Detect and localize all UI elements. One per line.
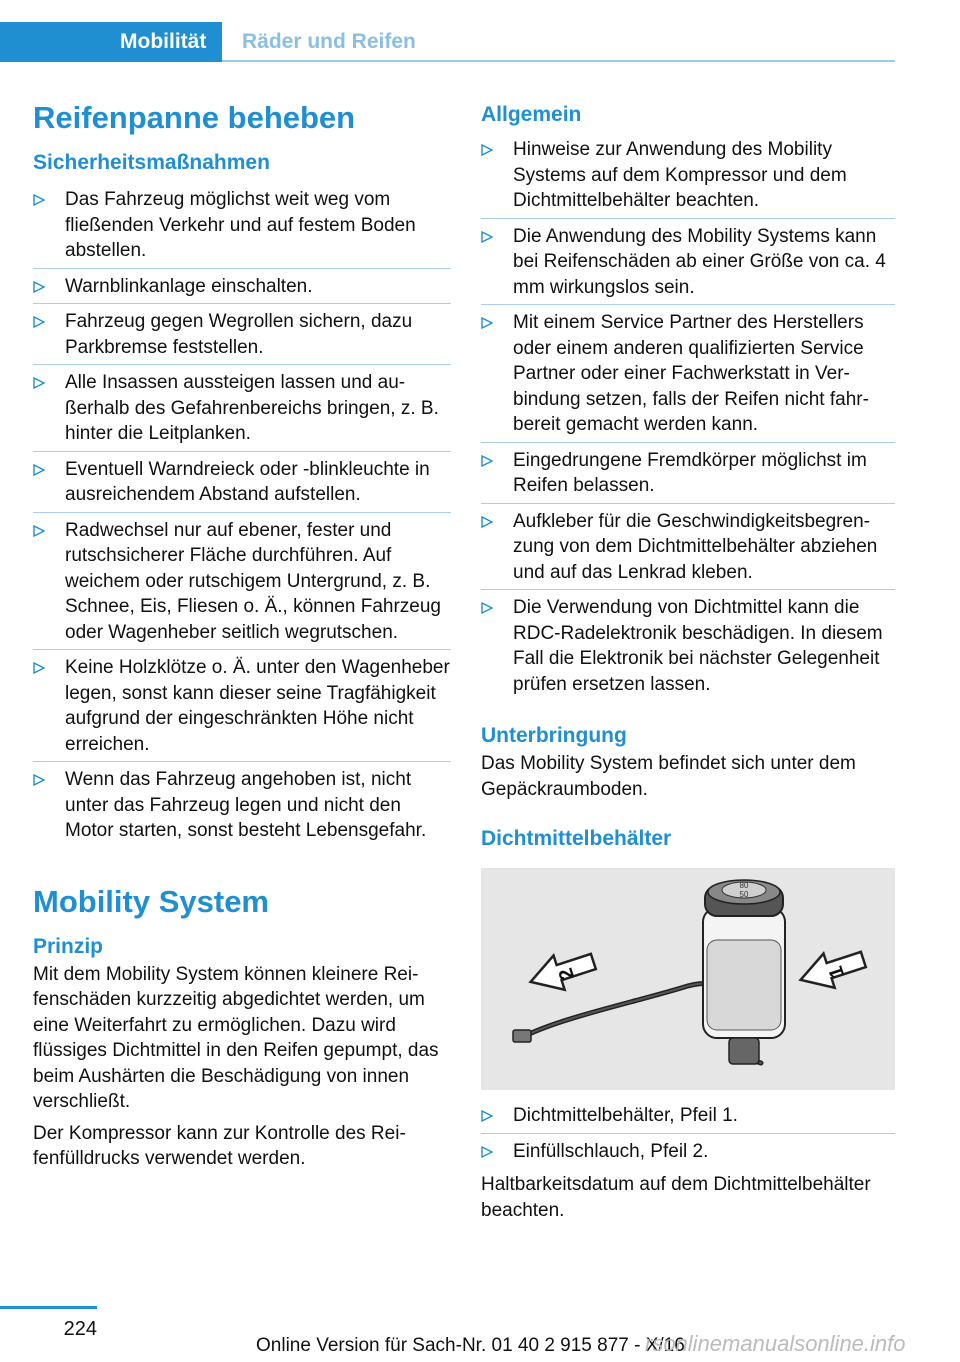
paragraph-haltbarkeit: Haltbarkeitsdatum auf dem Dichtmittelbehälter beachten.	[481, 1174, 871, 1221]
watermark: rsonlinemanualsonline.info	[645, 1331, 906, 1356]
heading-allgemein: Allgemein	[481, 103, 582, 126]
triangle-bullet-icon	[481, 597, 495, 619]
triangle-bullet-icon	[33, 189, 47, 211]
list-item: Einfüllschlauch, Pfeil 2.	[481, 1134, 895, 1171]
list-item: Alle Insassen aussteigen lassen und außerhalb des Gefahrenbereichs bringen, z. B. hinter die Leitplanken.	[33, 365, 451, 452]
online-version-note: Online Version für Sach-Nr. 01 40 2 915 877 - X/16	[256, 1335, 685, 1356]
list-item: Keine Holzklötze o. Ä. unter den Wagenheber legen, sonst kann dieser seine Tragfähigkeit aufgrund der eingeschränkten Höhe nicht erreichen.	[33, 650, 451, 762]
page-header	[0, 0, 895, 62]
triangle-bullet-icon	[481, 450, 495, 472]
list-item: Eventuell Warndreieck oder -blinkleuchte in ausreichendem Abstand aufstellen.	[33, 452, 451, 513]
heading-mobility-system: Mobility System	[33, 883, 269, 919]
heading-dichtmittelbehaelter: Dichtmittelbehälter	[481, 827, 672, 850]
triangle-bullet-icon	[481, 511, 495, 533]
arrow-1	[795, 942, 869, 997]
list-item: Mit einem Service Partner des Herstellers oder einem anderen qualifizierten Service Partner oder einer Fachwerkstatt in Verbindung setzen, falls der Reifen nicht fahrbereit gemacht werden kann.	[481, 305, 895, 443]
list-item: Wenn das Fahrzeug angehoben ist, nicht unter das Fahrzeug legen und nicht den Motor starten, sonst besteht Lebensgefahr.	[33, 762, 451, 850]
heading-sicherheitsmassnahmen: Sicherheitsmaßnahmen	[33, 151, 270, 174]
list-item: Die Verwendung von Dichtmittel kann die RDC-Radelektronik beschädigen. In diesem Fall die Elektronik bei nächster Gelegenheit prüfen ersetzen lassen.	[481, 590, 895, 703]
list-item: Eingedrungene Fremdkörper möglichst im Reifen belassen.	[481, 443, 895, 504]
heading-prinzip: Prinzip	[33, 934, 104, 958]
safety-list	[33, 182, 451, 850]
arrow-2	[525, 944, 599, 999]
triangle-bullet-icon	[33, 276, 47, 298]
arrow-2-label: 2	[554, 965, 580, 983]
sealant-container-figure	[481, 868, 895, 1090]
list-item: Hinweise zur Anwendung des Mobility Systems auf dem Kompressor und dem Dichtmittelbehälter beachten.	[481, 132, 895, 219]
list-item: Radwechsel nur auf ebener, fester und rutschsicherer Fläche durchführen. Auf weichem oder rutschigem Untergrund, z. B. Schnee, Eis, Fliesen o. Ä., können Fahrzeug oder Wagenheber seitlich wegrutschen.	[33, 513, 451, 651]
list-item: Dichtmittelbehälter, Pfeil 1.	[481, 1098, 895, 1134]
triangle-bullet-icon	[481, 1141, 495, 1163]
arrow-1-label: 1	[824, 963, 850, 981]
paragraph-prinzip-1: Mit dem Mobility System können kleinere Reifenschäden kurzzeitig abgedichtet werden, um eine Weiterfahrt zu ermöglichen. Dazu wird flüssiges Dichtmittel in den Reifen gepumpt, das beim Aushärten die Beschädigung von innen verschließt.	[33, 963, 439, 1112]
triangle-bullet-icon	[33, 372, 47, 394]
triangle-bullet-icon	[481, 226, 495, 248]
triangle-bullet-icon	[33, 657, 47, 679]
triangle-bullet-icon	[33, 520, 47, 542]
list-item: Aufkleber für die Geschwindigkeitsbegrenzung von dem Dichtmittelbehälter abziehen und auf das Lenkrad kleben.	[481, 504, 895, 591]
page-number: 224	[63, 1318, 97, 1340]
list-item: Fahrzeug gegen Wegrollen sichern, dazu Parkbremse feststellen.	[33, 304, 451, 365]
heading-reifenpanne: Reifenpanne beheben	[33, 100, 356, 135]
list-item: Das Fahrzeug möglichst weit weg vom fließenden Verkehr und auf festem Boden abstellen.	[33, 182, 451, 269]
triangle-bullet-icon	[33, 769, 47, 791]
triangle-bullet-icon	[481, 312, 495, 334]
right-column	[481, 100, 895, 1223]
triangle-bullet-icon	[481, 139, 495, 161]
allgemein-list	[481, 132, 895, 703]
list-item: Warnblinkanlage einschalten.	[33, 269, 451, 305]
header-rule	[222, 60, 895, 62]
heading-unterbringung: Unterbringung	[481, 724, 627, 747]
paragraph-unterbringung: Das Mobility System befindet sich unter dem Gepäckraumboden.	[481, 753, 856, 800]
section-tab-mobilitaet: Mobilität	[0, 22, 222, 62]
paragraph-prinzip-2: Der Kompressor kann zur Kontrolle des Reifenfülldrucks verwendet werden.	[33, 1122, 406, 1169]
list-item: Die Anwendung des Mobility Systems kann bei Reifenschäden ab einer Größe von ca. 4 mm wirkungslos sein.	[481, 219, 895, 306]
triangle-bullet-icon	[33, 459, 47, 481]
speed-label-bottom: 50	[739, 890, 749, 899]
speed-label-top: 80	[739, 881, 749, 890]
triangle-bullet-icon	[481, 1105, 495, 1127]
section-tab-raeder-und-reifen: Räder und Reifen	[242, 30, 416, 53]
figure-legend-list	[481, 1098, 895, 1170]
footer-rule	[0, 1306, 97, 1309]
triangle-bullet-icon	[33, 311, 47, 333]
sealant-container-illustration	[481, 868, 895, 1090]
left-column	[33, 96, 451, 1172]
